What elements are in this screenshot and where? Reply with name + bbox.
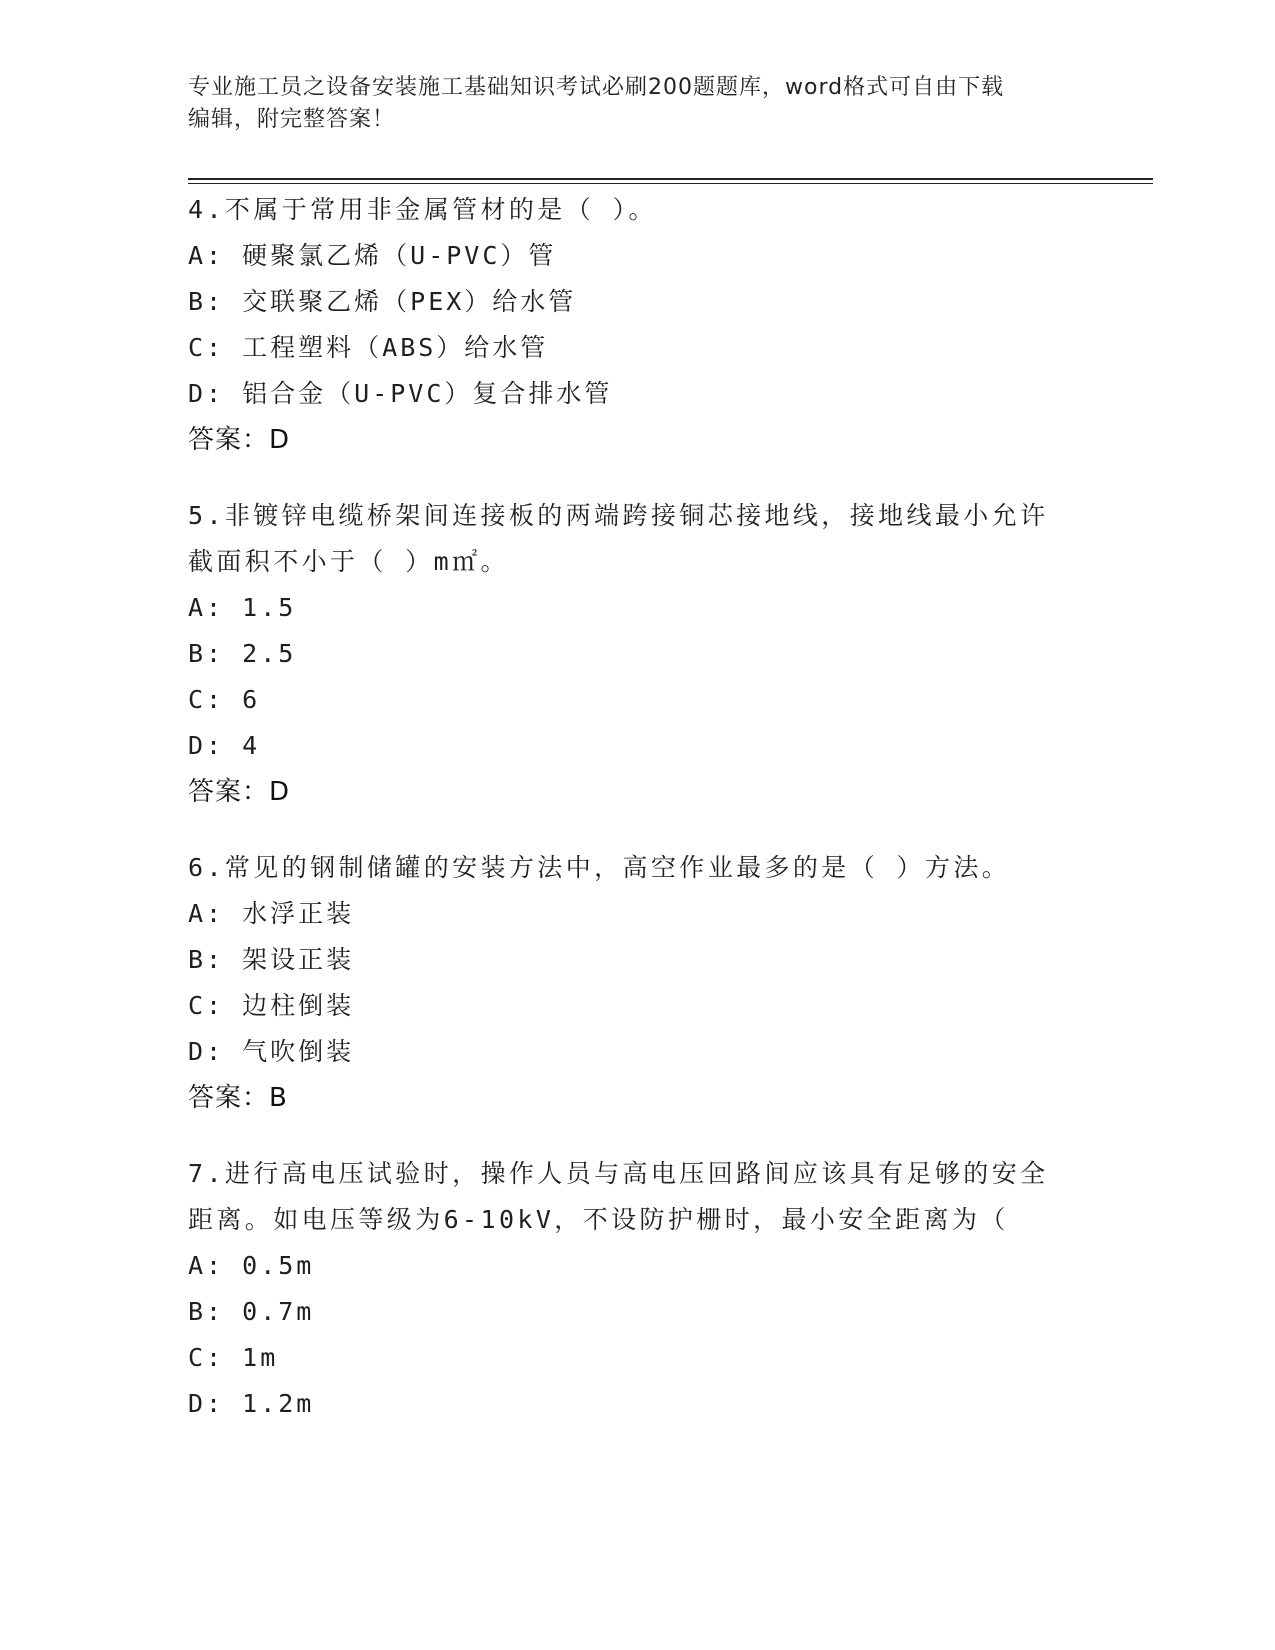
option-a: A: 硬聚氯乙烯（U-PVC）管 (188, 241, 557, 270)
question-7 (188, 1151, 1068, 1427)
option-c: C: 1m (188, 1343, 279, 1372)
question-5 (188, 493, 1068, 815)
answer-text: 答案：D (188, 425, 291, 455)
option-a: A: 水浮正装 (188, 899, 355, 928)
header-divider (188, 178, 1153, 180)
option-b: B: 交联聚乙烯（PEX）给水管 (188, 287, 577, 316)
option-d: D: 4 (188, 731, 261, 760)
question-stem (188, 493, 1068, 585)
question-stem (188, 1151, 1068, 1243)
answer-text: 答案：B (188, 1083, 288, 1113)
option-d: D: 气吹倒装 (188, 1037, 355, 1066)
stem-line: 距离。如电压等级为6-10kV，不设防护栅时，最小安全距离为（ (188, 1205, 1009, 1234)
question-stem (188, 187, 1068, 233)
option-b: B: 架设正装 (188, 945, 355, 974)
option-a: A: 1.5 (188, 593, 297, 622)
question-stem (188, 845, 1068, 891)
option-d: D: 1.2m (188, 1389, 315, 1418)
question-6 (188, 845, 1068, 1121)
stem-line: 7.进行高电压试验时，操作人员与高电压回路间应该具有足够的安全 (188, 1159, 1049, 1188)
option-a: A: 0.5m (188, 1251, 315, 1280)
option-b: B: 0.7m (188, 1297, 315, 1326)
header-divider-thin (188, 183, 1153, 184)
option-c: C: 边柱倒装 (188, 991, 355, 1020)
header-line-2: 编辑，附完整答案！ (188, 107, 396, 132)
option-c: C: 6 (188, 685, 261, 714)
answer-text: 答案：D (188, 777, 291, 807)
stem-line: 5.非镀锌电缆桥架间连接板的两端跨接铜芯接地线，接地线最小允许 (188, 501, 1049, 530)
question-list (188, 187, 1068, 1457)
option-b: B: 2.5 (188, 639, 297, 668)
stem-line: 4.不属于常用非金属管材的是（ ）。 (188, 195, 657, 224)
question-4 (188, 187, 1068, 463)
document-header (188, 72, 1088, 136)
option-c: C: 工程塑料（ABS）给水管 (188, 333, 549, 362)
stem-line: 截面积不小于（ ）m㎡。 (188, 547, 509, 576)
stem-line: 6.常见的钢制储罐的安装方法中，高空作业最多的是（ ）方法。 (188, 853, 1011, 882)
option-d: D: 铝合金（U-PVC）复合排水管 (188, 379, 613, 408)
header-line-1: 专业施工员之设备安装施工基础知识考试必刷200题题库，word格式可自由下载 (188, 75, 1005, 100)
